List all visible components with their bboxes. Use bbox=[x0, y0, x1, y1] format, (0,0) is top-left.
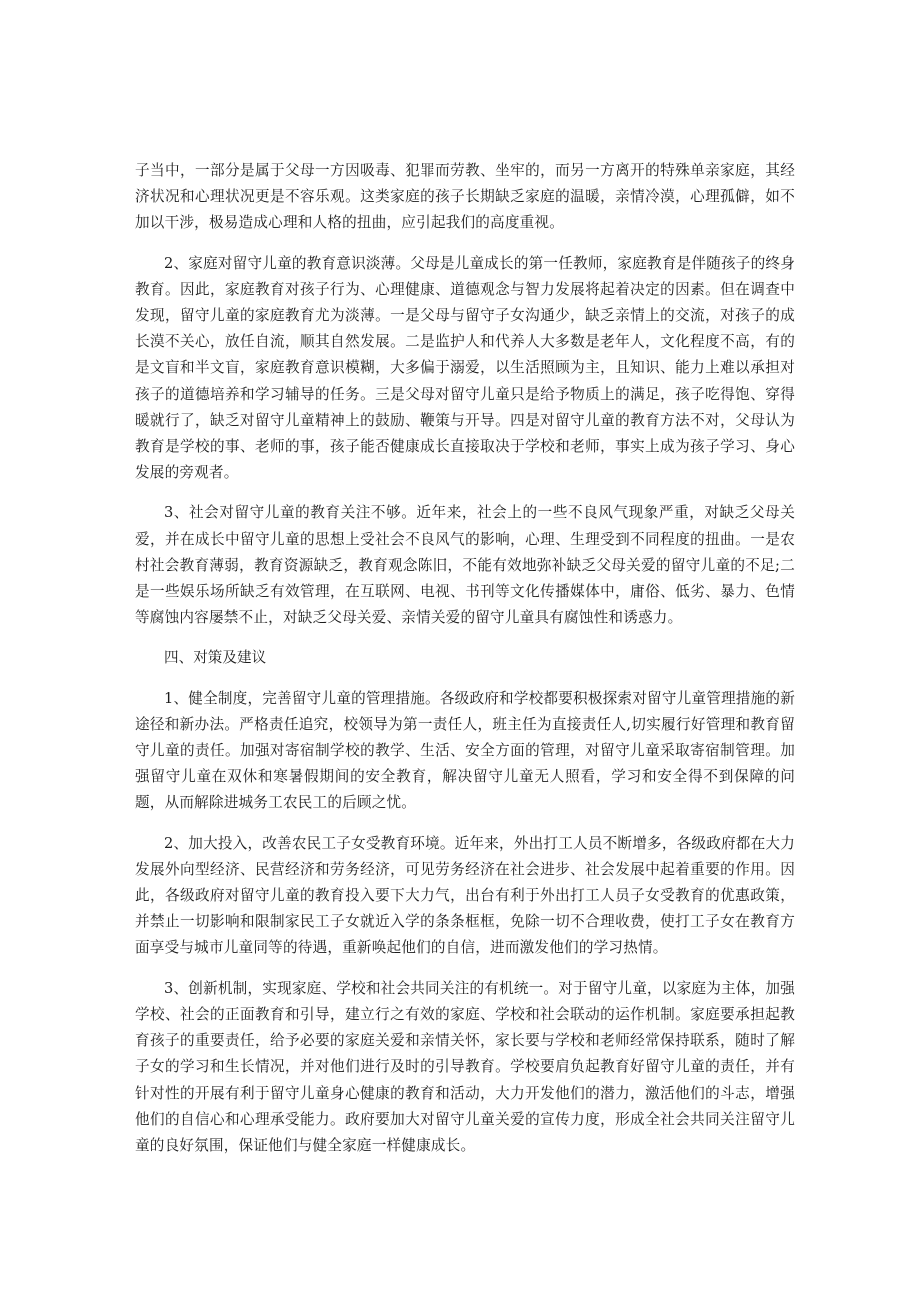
paragraph-social-attention: 3、社会对留守儿童的教育关注不够。近年来，社会上的一些不良风气现象严重，对缺乏父母关爱，并在成长中留守儿童的思想上受社会不良风气的影响，心理、生理受到不同程度的扭曲。一是农村社会教育薄弱，教育资源缺乏，教育观念陈旧，不能有效地弥补缺乏父母关爱的留守儿童的不足;二是一些娱乐场所缺乏有效管理，在互联网、电视、书刊等文化传播媒体中，庸俗、低劣、暴力、色情等腐蚀内容屡禁不止，对缺乏父母关爱、亲情关爱的留守儿童具有腐蚀性和诱惑力。 bbox=[135, 504, 795, 627]
recommendation-3: 3、创新机制，实现家庭、学校和社会共同关注的有机统一。对于留守儿童，以家庭为主体，加强学校、社会的正面教育和引导，建立行之有效的家庭、学校和社会联动的运作机制。家庭要承担起教育孩子的重要责任，给予必要的家庭关爱和亲情关怀，家长要与学校和老师经常保持联系，随时了解子女的学习和生长情况，并对他们进行及时的引导教育。学校要肩负起教育好留守儿童的责任，并有针对性的开展有利于留守儿童身心健康的教育和活动，大力开发他们的潜力，激活他们的斗志，增强他们的自信心和心理承受能力。政府要加大对留守儿童关爱的宣传力度，形成全社会共同关注留守儿童的良好氛围，保证他们与健全家庭一样健康成长。 bbox=[135, 979, 795, 1154]
recommendation-2: 2、加大投入，改善农民工子女受教育环境。近年来，外出打工人员不断增多，各级政府都在大力发展外向型经济、民营经济和劳务经济，可见劳务经济在社会进步、社会发展中起着重要的作用。因此，各级政府对留守儿童的教育投入要下大力气，出台有利于外出打工人员子女受教育的优惠政策，并禁止一切影响和限制家民工子女就近入学的条条框框，免除一切不合理收费，使打工子女在教育方面享受与城市儿童同等的待遇，重新唤起他们的自信，进而激发他们的学习热情。 bbox=[135, 834, 795, 957]
paragraph-family-education: 2、家庭对留守儿童的教育意识淡薄。父母是儿童成长的第一任教师，家庭教育是伴随孩子的终身教育。因此，家庭教育对孩子行为、心理健康、道德观念与智力发展将起着决定的因素。但在调查中发现，留守儿童的家庭教育尤为淡薄。一是父母与留守子女沟通少，缺乏亲情上的交流，对孩子的成长漠不关心，放任自流，顺其自然发展。二是监护人和代养人大多数是老年人，文化程度不高，有的是文盲和半文盲，家庭教育意识模糊，大多偏于溺爱，以生活照顾为主，且知识、能力上难以承担对孩子的道德培养和学习辅导的任务。三是父母对留守儿童只是给予物质上的满足，孩子吃得饱、穿得暖就行了，缺乏对留守儿童精神上的鼓励、鞭策与开导。四是对留守儿童的教育方法不对，父母认为教育是学校的事、老师的事，孩子能否健康成长直接取决于学校和老师，事实上成为孩子学习、身心发展的旁观者。 bbox=[135, 254, 795, 482]
document-body bbox=[135, 158, 795, 1159]
recommendation-1: 1、健全制度，完善留守儿童的管理措施。各级政府和学校都要积极探索对留守儿童管理措施的新途径和新办法。严格责任追究，校领导为第一责任人，班主任为直接责任人,切实履行好管理和教育留守儿童的责任。加强对寄宿制学校的教学、生活、安全方面的管理，对留守儿童采取寄宿制管理。加强留守儿童在双休和寒暑假期间的安全教育，解决留守儿童无人照看，学习和安全得不到保障的问题，从而解除进城务工农民工的后顾之忧。 bbox=[135, 689, 795, 812]
paragraph-continuation: 子当中，一部分是属于父母一方因吸毒、犯罪而劳教、坐牢的，而另一方离开的特殊单亲家庭，其经济状况和心理状况更是不容乐观。这类家庭的孩子长期缺乏家庭的温暖，亲情冷漠，心理孤僻，如不加以干涉，极易造成心理和人格的扭曲，应引起我们的高度重视。 bbox=[135, 162, 795, 232]
section-heading: 四、对策及建议 bbox=[164, 649, 267, 667]
